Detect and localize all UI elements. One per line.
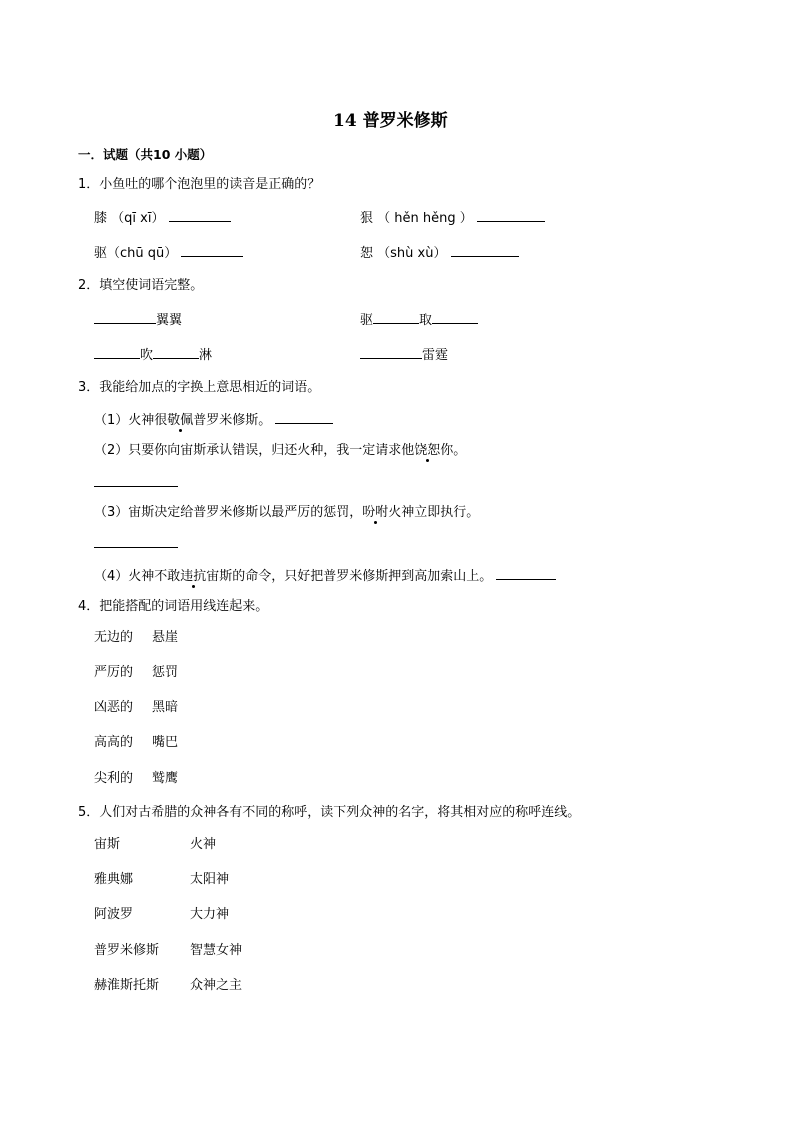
match-left-item: 尖利的: [94, 771, 134, 786]
dotted-word: 吩咐: [362, 505, 389, 520]
match-right-item: 黑暗: [152, 700, 179, 715]
dotted-word: 违抗: [180, 569, 207, 584]
answer-blank[interactable]: [94, 311, 156, 324]
match-left-item: 雅典娜: [94, 872, 134, 887]
answer-blank[interactable]: [169, 209, 231, 222]
q1-char: 狠: [360, 211, 374, 226]
question-3-stem: 3．我能给加点的字换上意思相近的词语。: [78, 380, 321, 395]
q3-text: 宙斯的命令，只好把普罗米修斯押到高加索山上。: [206, 569, 493, 584]
q3-text: 你。: [440, 443, 467, 458]
match-left-item: 高高的: [94, 735, 134, 750]
dotted-word: 饶恕: [414, 443, 441, 458]
question-2-stem: 2．填空使词语完整。: [78, 278, 204, 293]
answer-blank[interactable]: [373, 311, 419, 324]
match-left-item: 阿波罗: [94, 907, 134, 922]
match-left-item: 无边的: [94, 630, 134, 645]
q3-sentence-3: [94, 505, 479, 521]
match-right-item: 惩罚: [152, 665, 179, 680]
q3-text: 火神立即执行。: [388, 505, 480, 520]
match-left-item: 普罗米修斯: [94, 943, 160, 958]
q2-word: 翼翼: [156, 313, 183, 328]
match-right-item: 太阳神: [190, 872, 230, 887]
q2-item-1: [94, 311, 182, 329]
q1-pinyin: （ hěn hěng ）: [377, 211, 473, 226]
match-right-item: 悬崖: [152, 630, 179, 645]
match-left-item: 宙斯: [94, 837, 121, 852]
q3-text: （3）宙斯决定给普罗米修斯以最严厉的惩罚，: [94, 505, 363, 520]
answer-blank[interactable]: [360, 346, 422, 359]
answer-blank[interactable]: [94, 346, 140, 359]
answer-blank[interactable]: [477, 209, 545, 222]
q3-sentence-1: [94, 411, 333, 429]
q2-item-4: [360, 346, 448, 364]
q3-text: 普罗米修斯。: [193, 413, 272, 428]
q1-item-2: [360, 209, 545, 227]
q1-pinyin: （shù xù）: [377, 246, 447, 261]
answer-blank[interactable]: [451, 244, 519, 257]
answer-blank[interactable]: [153, 346, 199, 359]
q2-word: 淋: [199, 348, 213, 363]
answer-blank[interactable]: [432, 311, 478, 324]
answer-blank[interactable]: [94, 486, 178, 487]
q3-sentence-2: [94, 443, 466, 459]
question-4-stem: 4．把能搭配的词语用线连起来。: [78, 599, 269, 614]
q2-word: 取: [419, 313, 433, 328]
match-left-item: 严厉的: [94, 665, 134, 680]
match-right-item: 众神之主: [190, 978, 243, 993]
dotted-word: 敬佩: [167, 413, 194, 428]
q1-item-1: [94, 209, 231, 227]
match-right-item: 智慧女神: [190, 943, 243, 958]
match-right-item: 大力神: [190, 907, 230, 922]
q1-item-3: [94, 244, 243, 262]
q3-sentence-4: [94, 567, 556, 585]
q2-item-3: [94, 346, 212, 364]
q2-item-2: [360, 311, 478, 329]
q2-word: 雷霆: [422, 348, 449, 363]
question-5-stem: 5．人们对古希腊的众神各有不同的称呼，读下列众神的名字，将其相对应的称呼连线。: [78, 805, 581, 820]
q1-pinyin: （qī xī）: [111, 211, 165, 226]
match-right-item: 嘴巴: [152, 735, 179, 750]
answer-blank[interactable]: [496, 567, 556, 580]
question-1-stem: 1．小鱼吐的哪个泡泡里的读音是正确的？: [78, 177, 321, 192]
match-right-item: 火神: [190, 837, 217, 852]
q2-word: 驱: [360, 313, 374, 328]
answer-blank[interactable]: [181, 244, 243, 257]
match-right-item: 鹫鹰: [152, 771, 179, 786]
q1-char: 恕: [360, 246, 374, 261]
q3-text: （2）只要你向宙斯承认错误，归还火种，我一定请求他: [94, 443, 415, 458]
answer-blank[interactable]: [94, 547, 178, 548]
match-left-item: 赫淮斯托斯: [94, 978, 160, 993]
q2-word: 吹: [140, 348, 154, 363]
q1-item-4: [360, 244, 519, 262]
q3-text: （1）火神很: [94, 413, 168, 428]
page-title: 14 普罗米修斯: [333, 111, 448, 131]
answer-blank[interactable]: [275, 411, 333, 424]
section-heading: 一．试题（共10 小题）: [78, 147, 213, 162]
q1-pinyin: （chū qū）: [107, 246, 178, 261]
q1-char: 驱: [94, 246, 108, 261]
q1-char: 膝: [94, 211, 108, 226]
match-left-item: 凶恶的: [94, 700, 134, 715]
q3-text: （4）火神不敢: [94, 569, 181, 584]
